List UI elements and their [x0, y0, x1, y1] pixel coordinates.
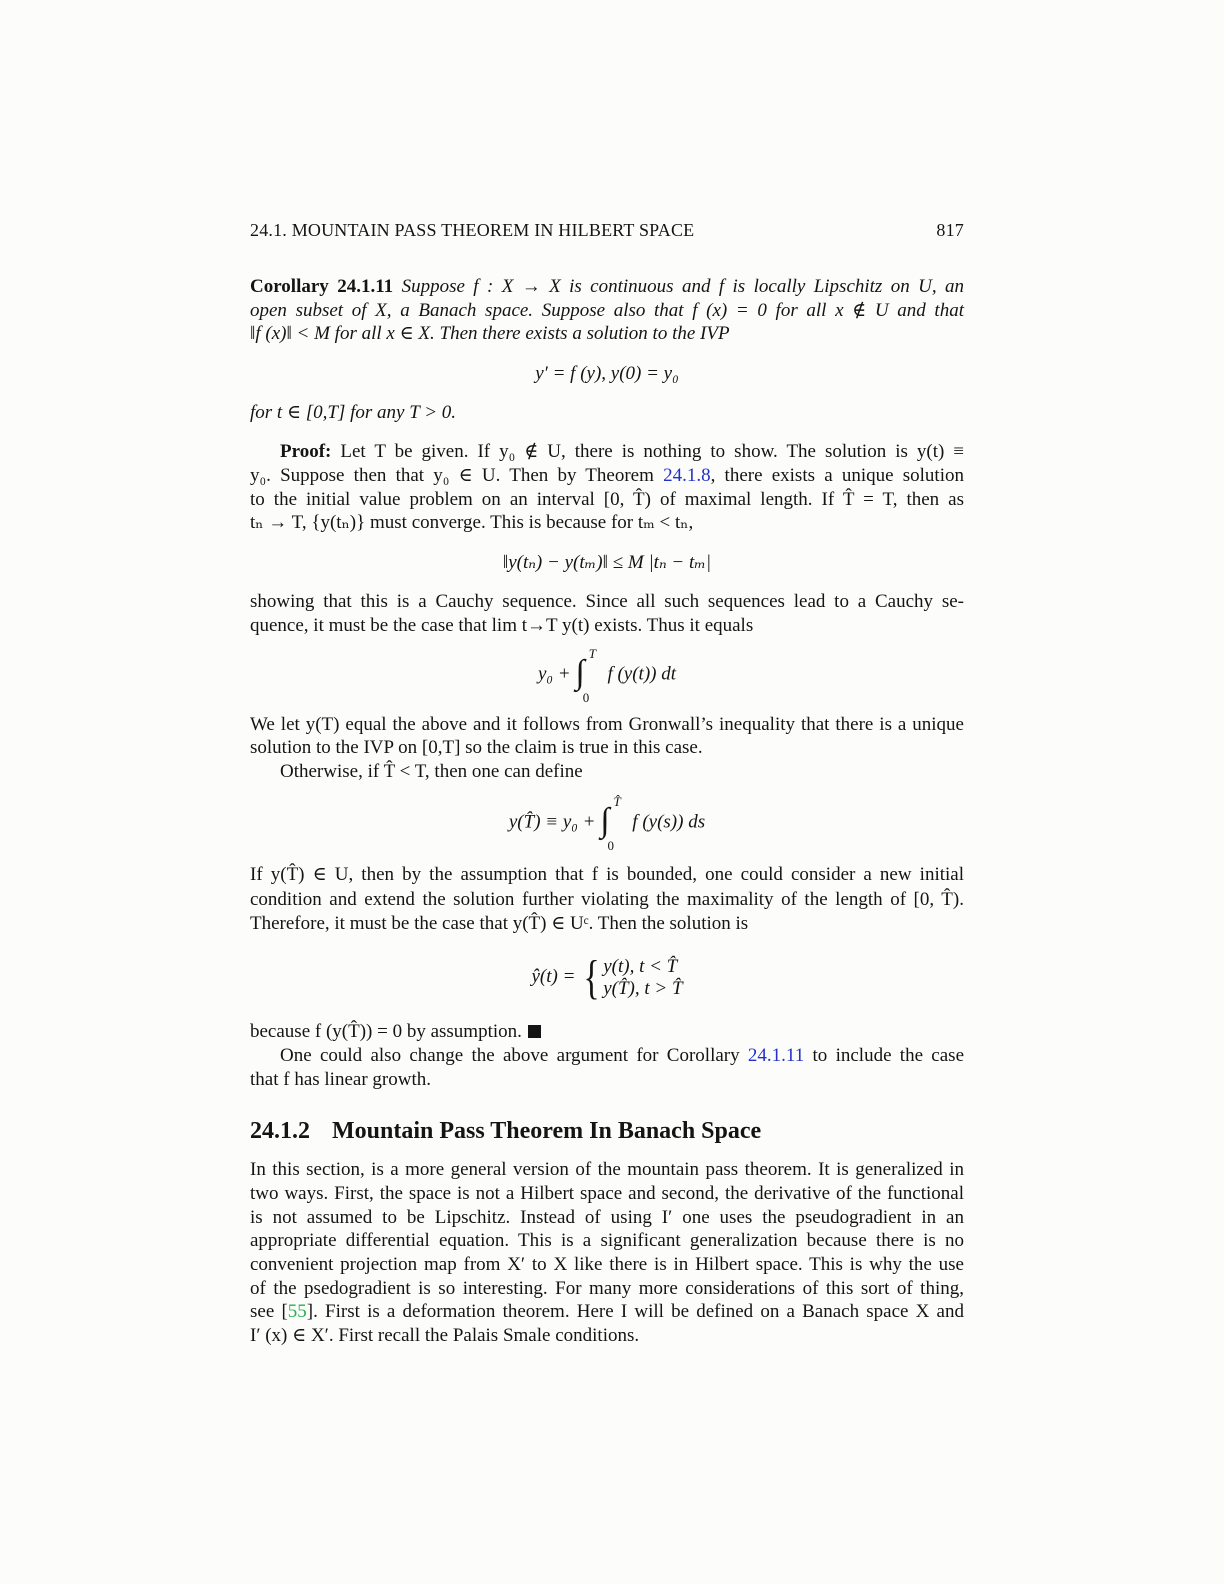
integral-equation-2: y(T̂) ≡ y₀ + ∫ T̂ 0 f (y(s)) ds: [508, 794, 706, 853]
proof-line-2: y₀. Suppose then that y₀ ∈ U. Then by Theorem 24.1.8, there exists a unique solution: [250, 465, 964, 486]
corollary-link[interactable]: 24.1.11: [747, 1045, 805, 1066]
left-brace: {: [583, 951, 600, 1004]
qed-square-icon: [528, 1025, 541, 1038]
section-line-1: In this section, is a more general version of the mountain pass theorem. It is generalized in: [250, 1159, 964, 1180]
corollary-after: for t ∈ [0,T] for any T > 0.: [250, 402, 457, 423]
proof-line-5: showing that this is a Cauchy sequence. Since all such sequences lead to a Cauchy se-: [250, 591, 964, 612]
proof-line-1: Proof: Let T be given. If y₀ ∉ U, there is nothing to show. The solution is y(t) ≡: [280, 441, 965, 462]
section-line-5: convenient projection map from X′ to X like there is in Hilbert space. This is why the use: [250, 1254, 964, 1275]
running-header: [250, 220, 964, 241]
section-line-3: is not assumed to be Lipschitz. Instead of using I′ one uses the pseudogradient in an: [250, 1207, 964, 1228]
proof-label: Proof:: [280, 441, 332, 462]
corollary-line-2: open subset of X, a Banach space. Suppose also that f (x) = 0 for all x ∉ U and that: [250, 300, 964, 321]
proof-line-9: Otherwise, if T̂ < T, then one can define: [280, 761, 583, 782]
section-line-8: I′ (x) ∈ X′. First recall the Palais Smale conditions.: [250, 1325, 640, 1346]
proof-line-11: condition and extend the solution further violating the maximality of the length of [0, T̂).: [250, 889, 964, 910]
proof-line-4: tₙ → T, {y(tₙ)} must converge. This is because for tₘ < tₙ,: [250, 512, 694, 533]
theorem-link[interactable]: 24.1.8: [663, 465, 711, 486]
proof-line-14: One could also change the above argument for Corollary 24.1.11 to include the case: [280, 1045, 964, 1066]
corollary-label: Corollary 24.1.11: [250, 276, 394, 297]
cauchy-inequality: ‖y(tₙ) − y(tₘ)‖ ≤ M |tₙ − tₘ|: [502, 552, 712, 573]
section-title: Mountain Pass Theorem In Banach Space: [332, 1118, 762, 1144]
citation-link[interactable]: 55: [287, 1301, 307, 1322]
proof-line-7: We let y(T) equal the above and it follows from Gronwall’s inequality that there is a unique: [250, 714, 964, 735]
proof-line-12: Therefore, it must be the case that y(T̂) ∈ Uᶜ. Then the solution is: [250, 913, 749, 934]
section-line-6: of the psedogradient is so interesting. For many more considerations of this sort of thing,: [250, 1278, 964, 1299]
integral-equation-1: y₀ + ∫ T 0 f (y(t)) dt: [537, 646, 677, 705]
section-line-2: two ways. First, the space is not a Hilbert space and second, the derivative of the functional: [250, 1183, 964, 1204]
page-number: 817: [936, 220, 964, 240]
piecewise-solution: ŷ(t) = { y(t), t < T̂ y(T̂), t > T̂: [531, 951, 683, 1004]
ivp-equation: y′ = f (y), y(0) = y₀: [535, 363, 679, 384]
integral-sign: ∫: [575, 654, 585, 691]
section-number: 24.1.2: [250, 1118, 310, 1144]
section-line-7: see [55]. First is a deformation theorem. Here I will be defined on a Banach space X and: [250, 1301, 964, 1322]
corollary-line-3: ‖f (x)‖ < M for all x ∈ X. Then there exists a solution to the IVP: [250, 323, 730, 344]
corollary-line-1: Corollary 24.1.11 Suppose f : X → X is continuous and f is locally Lipschitz on U, an: [250, 276, 964, 297]
proof-line-8: solution to the IVP on [0,T] so the claim is true in this case.: [250, 737, 703, 758]
proof-line-10: If y(T̂) ∈ U, then by the assumption that f is bounded, one could consider a new initial: [250, 864, 964, 885]
proof-line-6: quence, it must be the case that lim t→T y(t) exists. Thus it equals: [250, 615, 754, 636]
proof-line-3: to the initial value problem on an interval [0, T̂) of maximal length. If T̂ = T, then as: [250, 489, 964, 510]
running-title: 24.1. MOUNTAIN PASS THEOREM IN HILBERT SPACE: [250, 220, 695, 240]
proof-line-15: that f has linear growth.: [250, 1069, 431, 1090]
section-heading: [250, 1118, 761, 1145]
section-line-4: appropriate differential equation. This is a significant generalization because there is no: [250, 1230, 964, 1251]
proof-line-13: because f (y(T̂)) = 0 by assumption.: [250, 1020, 964, 1044]
integral-sign: ∫: [600, 802, 610, 839]
